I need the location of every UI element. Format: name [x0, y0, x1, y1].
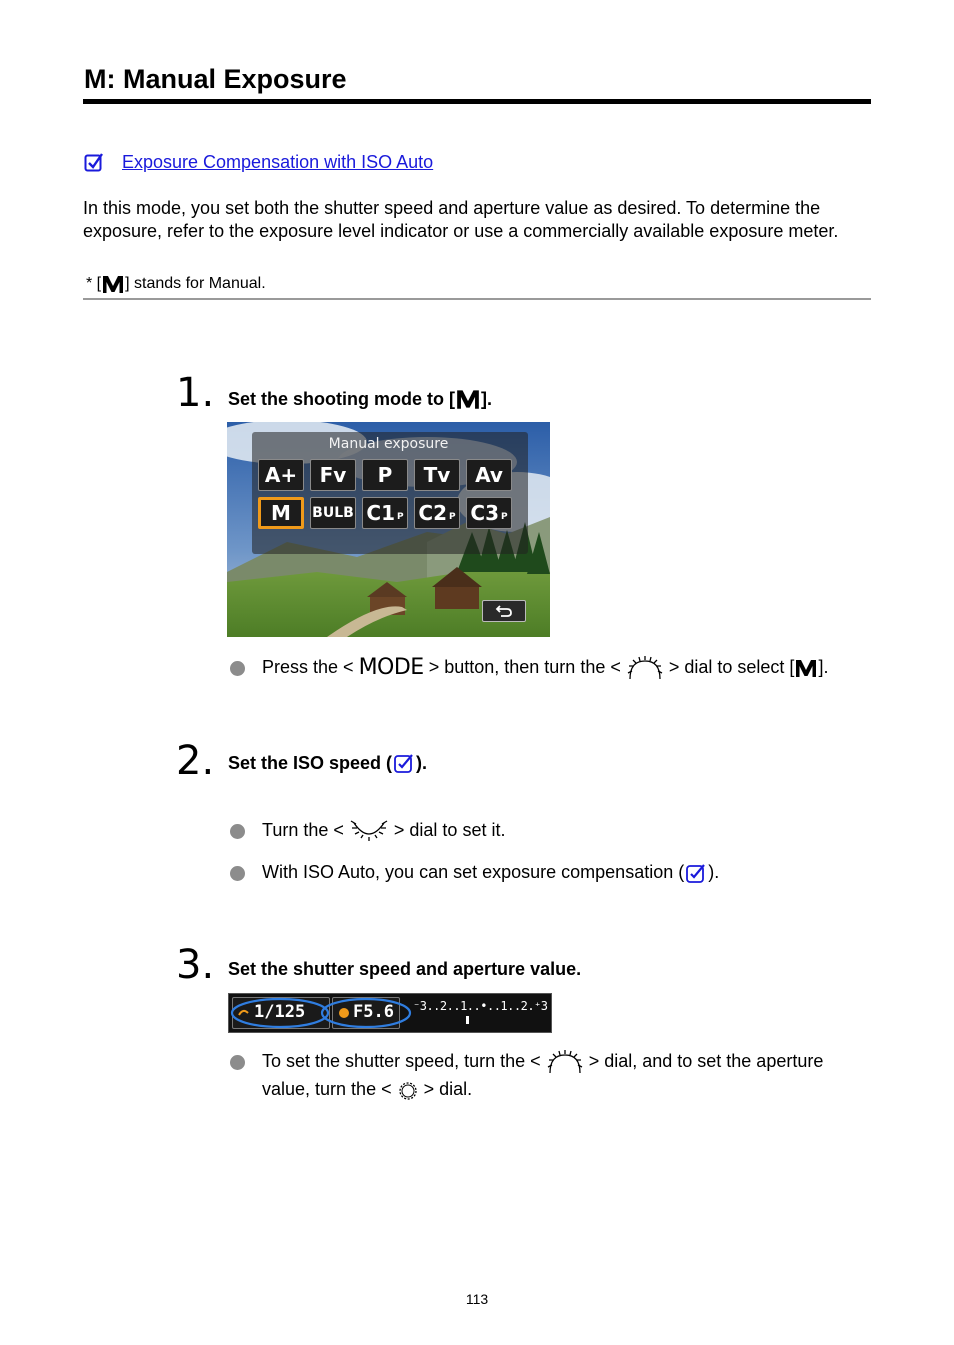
bullet-text: Press the < [262, 657, 359, 677]
mode-selection-screen [227, 422, 550, 637]
bullet-text: > button, then turn the < [423, 657, 626, 677]
title-underline [83, 99, 871, 104]
control-dial-icon [397, 1080, 419, 1102]
mode-tile-sub: P [396, 512, 404, 522]
bullet-text: ]. [818, 657, 829, 677]
exposure-display-strip [228, 993, 552, 1033]
mode-tile-av[interactable] [466, 459, 512, 491]
mode-tile-a[interactable] [258, 459, 304, 491]
step-3-heading: Set the shutter speed and aperture value. [228, 959, 582, 979]
related-link-row [84, 149, 433, 175]
mode-tile-fv[interactable] [310, 459, 356, 491]
screen-title: Manual exposure [328, 436, 449, 452]
mode-tile-label: Tv [423, 463, 451, 487]
step-1-heading-prefix: Set the shooting mode to [ [228, 389, 455, 409]
bullet-dot [230, 661, 245, 676]
mode-tile-label: Fv [319, 463, 347, 487]
mode-tile-label: Av [475, 463, 503, 487]
shutter-speed-value: 1/125 [254, 1002, 306, 1022]
return-arrow-icon [495, 604, 513, 618]
main-dial-icon [546, 1049, 584, 1075]
mode-button-icon: MODE [358, 655, 424, 681]
mode-tile-label: C1 [366, 501, 395, 525]
m-mode-icon [794, 657, 818, 679]
step-1-heading [228, 387, 492, 411]
bullet-text: > dial. [418, 1079, 473, 1100]
mode-tile-tv[interactable] [414, 459, 460, 491]
aperture-value: F5.6 [353, 1002, 394, 1022]
bullet-dot [230, 824, 245, 839]
intro-paragraph: In this mode, you set both the shutter speed and aperture value as desired. To determine the exposure, refer to the exposure level indicator or use a commercially available exposure meter. [83, 198, 839, 241]
main-dial-icon [626, 655, 664, 681]
step-2-heading-suffix: ). [416, 753, 428, 773]
step-2-bullet-1 [230, 816, 850, 844]
page-number: 113 [465, 1291, 489, 1307]
mode-tile-bulb[interactable] [310, 497, 356, 529]
bullet-text: ). [708, 862, 720, 882]
checkbox-link-icon [84, 152, 104, 172]
exposure-level-scale: ⁻3..2..1..•..1..2.⁺3 [413, 999, 548, 1013]
mode-tile-label: C2 [418, 501, 447, 525]
m-mode-icon [101, 274, 125, 294]
exposure-compensation-link-icon[interactable] [684, 861, 708, 885]
bullet-text: > dial, and to set the aperture value, turn the < [262, 1051, 824, 1100]
m-mode-icon [455, 388, 481, 410]
step-3-bullet [230, 1047, 870, 1103]
bullet-dot [230, 1055, 245, 1070]
step-2-number: 2. [176, 738, 215, 784]
mode-tile-c2[interactable] [414, 497, 460, 529]
note-prefix: * [ [86, 275, 102, 292]
mode-tile-label: C3 [470, 501, 499, 525]
mode-tile-c1[interactable] [362, 497, 408, 529]
bullet-text: > dial to set it. [388, 820, 506, 840]
mode-tile-sub: P [500, 512, 508, 522]
mode-tile-c3[interactable] [466, 497, 512, 529]
quick-control-dial-icon [349, 819, 389, 843]
mode-grid [258, 459, 520, 529]
step-1-heading-suffix: ]. [481, 389, 492, 409]
iso-link-icon[interactable] [392, 751, 416, 775]
bullet-dot [230, 866, 245, 881]
step-1-number: 1. [176, 370, 215, 416]
step-2-heading-prefix: Set the ISO speed ( [228, 753, 393, 773]
page-title: M: Manual Exposure [84, 64, 347, 94]
step-2-heading [228, 751, 427, 775]
step-1-bullet [230, 653, 870, 681]
manual-note [86, 271, 266, 297]
bullet-text: To set the shutter speed, turn the < [262, 1051, 546, 1071]
mode-tile-label: BULB [312, 505, 354, 521]
back-button[interactable] [482, 600, 526, 622]
bullet-text: Turn the < [262, 820, 349, 840]
mode-tile-label: P [377, 463, 393, 487]
step-3-number: 3. [176, 942, 215, 988]
bullet-text: With ISO Auto, you can set exposure compensation ( [262, 862, 685, 882]
exposure-level-marker [466, 1016, 469, 1024]
intro-divider [83, 298, 871, 300]
mode-tile-p[interactable] [362, 459, 408, 491]
exposure-compensation-iso-auto-link[interactable]: Exposure Compensation with ISO Auto [122, 151, 434, 172]
bullet-text: > dial to select [ [663, 657, 795, 677]
step-2-bullet-2 [230, 858, 850, 886]
mode-tile-sub: P [448, 512, 456, 522]
mode-tile-m[interactable] [258, 497, 304, 529]
note-suffix: ] stands for Manual. [125, 275, 266, 292]
mode-tile-label: A+ [264, 463, 298, 487]
mode-tile-label: M [271, 501, 291, 525]
